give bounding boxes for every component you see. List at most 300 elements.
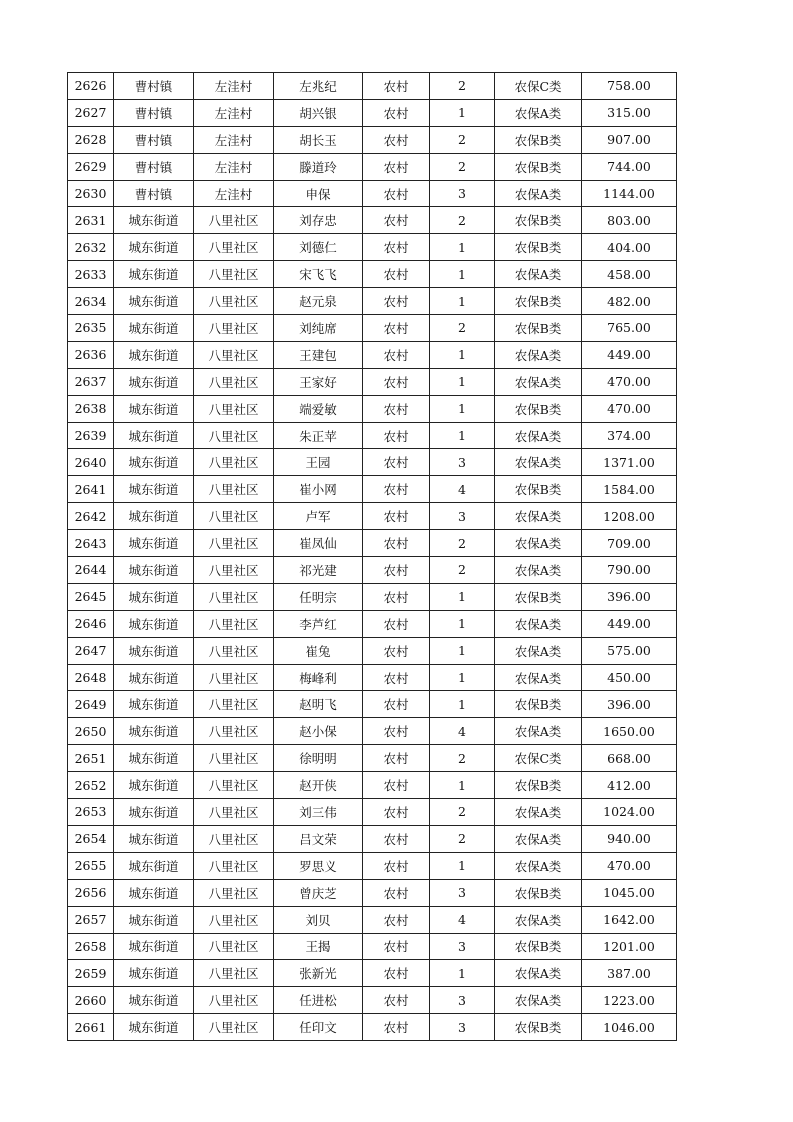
- area-type-cell: 农村: [363, 772, 430, 799]
- village-cell: 八里社区: [194, 368, 274, 395]
- village-cell: 八里社区: [194, 476, 274, 503]
- household-count-cell: 3: [430, 449, 495, 476]
- amount-cell: 1208.00: [582, 503, 677, 530]
- area-type-cell: 农村: [363, 557, 430, 584]
- household-count-cell: 4: [430, 718, 495, 745]
- serial-cell: 2640: [68, 449, 114, 476]
- area-type-cell: 农村: [363, 610, 430, 637]
- serial-cell: 2658: [68, 933, 114, 960]
- amount-cell: 575.00: [582, 637, 677, 664]
- town-cell: 曹村镇: [114, 99, 194, 126]
- serial-cell: 2636: [68, 341, 114, 368]
- town-cell: 城东街道: [114, 906, 194, 933]
- amount-cell: 1046.00: [582, 1014, 677, 1041]
- name-cell: 滕道玲: [274, 153, 363, 180]
- amount-cell: 668.00: [582, 745, 677, 772]
- serial-cell: 2626: [68, 73, 114, 100]
- table-row: [68, 825, 677, 852]
- name-cell: 刘贝: [274, 906, 363, 933]
- village-cell: 八里社区: [194, 772, 274, 799]
- village-cell: 八里社区: [194, 691, 274, 718]
- amount-cell: 396.00: [582, 691, 677, 718]
- household-count-cell: 3: [430, 879, 495, 906]
- name-cell: 崔兔: [274, 637, 363, 664]
- household-count-cell: 1: [430, 288, 495, 315]
- town-cell: 城东街道: [114, 315, 194, 342]
- household-count-cell: 1: [430, 341, 495, 368]
- amount-cell: 709.00: [582, 530, 677, 557]
- amount-cell: 449.00: [582, 610, 677, 637]
- household-count-cell: 2: [430, 315, 495, 342]
- area-type-cell: 农村: [363, 1014, 430, 1041]
- village-cell: 八里社区: [194, 799, 274, 826]
- town-cell: 城东街道: [114, 422, 194, 449]
- category-cell: 农保B类: [495, 691, 582, 718]
- serial-cell: 2630: [68, 180, 114, 207]
- serial-cell: 2647: [68, 637, 114, 664]
- household-count-cell: 1: [430, 637, 495, 664]
- village-cell: 八里社区: [194, 906, 274, 933]
- area-type-cell: 农村: [363, 879, 430, 906]
- amount-cell: 1223.00: [582, 987, 677, 1014]
- serial-cell: 2631: [68, 207, 114, 234]
- amount-cell: 470.00: [582, 395, 677, 422]
- town-cell: 城东街道: [114, 799, 194, 826]
- name-cell: 朱正苹: [274, 422, 363, 449]
- amount-cell: 315.00: [582, 99, 677, 126]
- area-type-cell: 农村: [363, 503, 430, 530]
- village-cell: 八里社区: [194, 503, 274, 530]
- category-cell: 农保B类: [495, 1014, 582, 1041]
- table-row: [68, 449, 677, 476]
- category-cell: 农保A类: [495, 180, 582, 207]
- amount-cell: 1650.00: [582, 718, 677, 745]
- town-cell: 城东街道: [114, 718, 194, 745]
- serial-cell: 2653: [68, 799, 114, 826]
- amount-cell: 470.00: [582, 368, 677, 395]
- table-row: [68, 610, 677, 637]
- amount-cell: 744.00: [582, 153, 677, 180]
- amount-cell: 1024.00: [582, 799, 677, 826]
- town-cell: 城东街道: [114, 395, 194, 422]
- table-row: [68, 261, 677, 288]
- name-cell: 卢军: [274, 503, 363, 530]
- table-row: [68, 557, 677, 584]
- serial-cell: 2637: [68, 368, 114, 395]
- name-cell: 王揭: [274, 933, 363, 960]
- name-cell: 王园: [274, 449, 363, 476]
- serial-cell: 2628: [68, 126, 114, 153]
- household-count-cell: 1: [430, 852, 495, 879]
- town-cell: 城东街道: [114, 288, 194, 315]
- household-count-cell: 1: [430, 261, 495, 288]
- category-cell: 农保B类: [495, 153, 582, 180]
- amount-cell: 374.00: [582, 422, 677, 449]
- name-cell: 王家好: [274, 368, 363, 395]
- household-count-cell: 3: [430, 180, 495, 207]
- household-count-cell: 1: [430, 664, 495, 691]
- table-row: [68, 341, 677, 368]
- village-cell: 左洼村: [194, 126, 274, 153]
- area-type-cell: 农村: [363, 368, 430, 395]
- name-cell: 李芦红: [274, 610, 363, 637]
- name-cell: 崔小网: [274, 476, 363, 503]
- town-cell: 城东街道: [114, 557, 194, 584]
- area-type-cell: 农村: [363, 99, 430, 126]
- amount-cell: 1642.00: [582, 906, 677, 933]
- category-cell: 农保A类: [495, 610, 582, 637]
- area-type-cell: 农村: [363, 852, 430, 879]
- table-row: [68, 207, 677, 234]
- household-count-cell: 1: [430, 691, 495, 718]
- town-cell: 城东街道: [114, 261, 194, 288]
- village-cell: 八里社区: [194, 718, 274, 745]
- village-cell: 八里社区: [194, 288, 274, 315]
- category-cell: 农保A类: [495, 664, 582, 691]
- table-row: [68, 422, 677, 449]
- category-cell: 农保B类: [495, 933, 582, 960]
- serial-cell: 2645: [68, 583, 114, 610]
- table-row: [68, 126, 677, 153]
- amount-cell: 1371.00: [582, 449, 677, 476]
- town-cell: 曹村镇: [114, 153, 194, 180]
- serial-cell: 2648: [68, 664, 114, 691]
- name-cell: 吕文荣: [274, 825, 363, 852]
- area-type-cell: 农村: [363, 933, 430, 960]
- village-cell: 八里社区: [194, 422, 274, 449]
- area-type-cell: 农村: [363, 530, 430, 557]
- amount-cell: 470.00: [582, 852, 677, 879]
- household-count-cell: 2: [430, 73, 495, 100]
- name-cell: 刘存忠: [274, 207, 363, 234]
- category-cell: 农保B类: [495, 288, 582, 315]
- category-cell: 农保A类: [495, 557, 582, 584]
- serial-cell: 2632: [68, 234, 114, 261]
- area-type-cell: 农村: [363, 960, 430, 987]
- town-cell: 曹村镇: [114, 180, 194, 207]
- area-type-cell: 农村: [363, 315, 430, 342]
- serial-cell: 2659: [68, 960, 114, 987]
- category-cell: 农保B类: [495, 207, 582, 234]
- table-row: [68, 503, 677, 530]
- village-cell: 八里社区: [194, 933, 274, 960]
- household-count-cell: 2: [430, 126, 495, 153]
- name-cell: 宋飞飞: [274, 261, 363, 288]
- table-row: [68, 879, 677, 906]
- amount-cell: 758.00: [582, 73, 677, 100]
- category-cell: 农保A类: [495, 799, 582, 826]
- town-cell: 城东街道: [114, 933, 194, 960]
- village-cell: 左洼村: [194, 99, 274, 126]
- village-cell: 八里社区: [194, 664, 274, 691]
- name-cell: 刘德仁: [274, 234, 363, 261]
- name-cell: 左兆纪: [274, 73, 363, 100]
- village-cell: 八里社区: [194, 261, 274, 288]
- table-body: [68, 73, 677, 1041]
- serial-cell: 2641: [68, 476, 114, 503]
- village-cell: 八里社区: [194, 341, 274, 368]
- amount-cell: 790.00: [582, 557, 677, 584]
- village-cell: 八里社区: [194, 207, 274, 234]
- village-cell: 八里社区: [194, 395, 274, 422]
- table-row: [68, 799, 677, 826]
- area-type-cell: 农村: [363, 73, 430, 100]
- household-count-cell: 2: [430, 153, 495, 180]
- table-row: [68, 583, 677, 610]
- table-row: [68, 153, 677, 180]
- town-cell: 曹村镇: [114, 73, 194, 100]
- table-row: [68, 73, 677, 100]
- area-type-cell: 农村: [363, 341, 430, 368]
- serial-cell: 2634: [68, 288, 114, 315]
- amount-cell: 1144.00: [582, 180, 677, 207]
- household-count-cell: 1: [430, 395, 495, 422]
- town-cell: 城东街道: [114, 987, 194, 1014]
- table-row: [68, 234, 677, 261]
- village-cell: 八里社区: [194, 637, 274, 664]
- table-row: [68, 530, 677, 557]
- serial-cell: 2633: [68, 261, 114, 288]
- town-cell: 城东街道: [114, 1014, 194, 1041]
- town-cell: 城东街道: [114, 583, 194, 610]
- area-type-cell: 农村: [363, 234, 430, 261]
- category-cell: 农保A类: [495, 530, 582, 557]
- village-cell: 八里社区: [194, 234, 274, 261]
- area-type-cell: 农村: [363, 207, 430, 234]
- name-cell: 梅峰利: [274, 664, 363, 691]
- category-cell: 农保C类: [495, 73, 582, 100]
- serial-cell: 2649: [68, 691, 114, 718]
- area-type-cell: 农村: [363, 180, 430, 207]
- town-cell: 城东街道: [114, 772, 194, 799]
- household-count-cell: 1: [430, 234, 495, 261]
- category-cell: 农保A类: [495, 503, 582, 530]
- household-count-cell: 1: [430, 422, 495, 449]
- name-cell: 任明宗: [274, 583, 363, 610]
- household-count-cell: 2: [430, 745, 495, 772]
- area-type-cell: 农村: [363, 799, 430, 826]
- amount-cell: 1584.00: [582, 476, 677, 503]
- town-cell: 城东街道: [114, 825, 194, 852]
- table-row: [68, 960, 677, 987]
- area-type-cell: 农村: [363, 449, 430, 476]
- area-type-cell: 农村: [363, 745, 430, 772]
- household-count-cell: 2: [430, 530, 495, 557]
- town-cell: 城东街道: [114, 234, 194, 261]
- category-cell: 农保A类: [495, 718, 582, 745]
- category-cell: 农保B类: [495, 395, 582, 422]
- village-cell: 八里社区: [194, 879, 274, 906]
- serial-cell: 2639: [68, 422, 114, 449]
- amount-cell: 765.00: [582, 315, 677, 342]
- town-cell: 城东街道: [114, 207, 194, 234]
- category-cell: 农保A类: [495, 261, 582, 288]
- town-cell: 城东街道: [114, 664, 194, 691]
- household-count-cell: 1: [430, 610, 495, 637]
- area-type-cell: 农村: [363, 987, 430, 1014]
- serial-cell: 2655: [68, 852, 114, 879]
- village-cell: 八里社区: [194, 530, 274, 557]
- serial-cell: 2652: [68, 772, 114, 799]
- household-count-cell: 2: [430, 825, 495, 852]
- household-count-cell: 3: [430, 1014, 495, 1041]
- household-count-cell: 2: [430, 207, 495, 234]
- village-cell: 八里社区: [194, 583, 274, 610]
- village-cell: 八里社区: [194, 852, 274, 879]
- amount-cell: 803.00: [582, 207, 677, 234]
- name-cell: 赵元泉: [274, 288, 363, 315]
- town-cell: 城东街道: [114, 960, 194, 987]
- village-cell: 八里社区: [194, 745, 274, 772]
- village-cell: 左洼村: [194, 73, 274, 100]
- household-count-cell: 3: [430, 503, 495, 530]
- category-cell: 农保B类: [495, 583, 582, 610]
- table-row: [68, 987, 677, 1014]
- table-row: [68, 691, 677, 718]
- town-cell: 城东街道: [114, 637, 194, 664]
- name-cell: 张新光: [274, 960, 363, 987]
- table-row: [68, 745, 677, 772]
- category-cell: 农保A类: [495, 422, 582, 449]
- category-cell: 农保B类: [495, 772, 582, 799]
- serial-cell: 2661: [68, 1014, 114, 1041]
- category-cell: 农保A类: [495, 852, 582, 879]
- amount-cell: 449.00: [582, 341, 677, 368]
- household-count-cell: 3: [430, 987, 495, 1014]
- area-type-cell: 农村: [363, 422, 430, 449]
- table-row: [68, 288, 677, 315]
- town-cell: 城东街道: [114, 745, 194, 772]
- household-count-cell: 2: [430, 557, 495, 584]
- household-count-cell: 1: [430, 772, 495, 799]
- serial-cell: 2643: [68, 530, 114, 557]
- serial-cell: 2656: [68, 879, 114, 906]
- amount-cell: 404.00: [582, 234, 677, 261]
- category-cell: 农保A类: [495, 825, 582, 852]
- category-cell: 农保A类: [495, 449, 582, 476]
- category-cell: 农保A类: [495, 341, 582, 368]
- area-type-cell: 农村: [363, 906, 430, 933]
- area-type-cell: 农村: [363, 691, 430, 718]
- serial-cell: 2651: [68, 745, 114, 772]
- household-count-cell: 1: [430, 583, 495, 610]
- household-count-cell: 1: [430, 960, 495, 987]
- category-cell: 农保B类: [495, 476, 582, 503]
- town-cell: 城东街道: [114, 610, 194, 637]
- table-row: [68, 933, 677, 960]
- table-row: [68, 772, 677, 799]
- town-cell: 曹村镇: [114, 126, 194, 153]
- serial-cell: 2642: [68, 503, 114, 530]
- area-type-cell: 农村: [363, 825, 430, 852]
- category-cell: 农保A类: [495, 906, 582, 933]
- name-cell: 刘三伟: [274, 799, 363, 826]
- name-cell: 任印文: [274, 1014, 363, 1041]
- table-row: [68, 99, 677, 126]
- category-cell: 农保C类: [495, 745, 582, 772]
- serial-cell: 2660: [68, 987, 114, 1014]
- town-cell: 城东街道: [114, 341, 194, 368]
- village-cell: 八里社区: [194, 610, 274, 637]
- village-cell: 八里社区: [194, 987, 274, 1014]
- amount-cell: 412.00: [582, 772, 677, 799]
- category-cell: 农保A类: [495, 987, 582, 1014]
- category-cell: 农保A类: [495, 368, 582, 395]
- category-cell: 农保A类: [495, 960, 582, 987]
- town-cell: 城东街道: [114, 691, 194, 718]
- table-row: [68, 852, 677, 879]
- category-cell: 农保A类: [495, 99, 582, 126]
- village-cell: 左洼村: [194, 153, 274, 180]
- amount-cell: 387.00: [582, 960, 677, 987]
- amount-cell: 482.00: [582, 288, 677, 315]
- area-type-cell: 农村: [363, 395, 430, 422]
- area-type-cell: 农村: [363, 637, 430, 664]
- amount-cell: 1201.00: [582, 933, 677, 960]
- name-cell: 赵开侠: [274, 772, 363, 799]
- category-cell: 农保B类: [495, 315, 582, 342]
- household-count-cell: 4: [430, 906, 495, 933]
- serial-cell: 2657: [68, 906, 114, 933]
- household-count-cell: 4: [430, 476, 495, 503]
- amount-cell: 458.00: [582, 261, 677, 288]
- records-table: [67, 72, 677, 1041]
- area-type-cell: 农村: [363, 153, 430, 180]
- town-cell: 城东街道: [114, 368, 194, 395]
- household-count-cell: 3: [430, 933, 495, 960]
- town-cell: 城东街道: [114, 449, 194, 476]
- amount-cell: 396.00: [582, 583, 677, 610]
- area-type-cell: 农村: [363, 126, 430, 153]
- name-cell: 祁光建: [274, 557, 363, 584]
- village-cell: 八里社区: [194, 315, 274, 342]
- table-row: [68, 180, 677, 207]
- town-cell: 城东街道: [114, 879, 194, 906]
- name-cell: 王建包: [274, 341, 363, 368]
- area-type-cell: 农村: [363, 476, 430, 503]
- village-cell: 八里社区: [194, 449, 274, 476]
- name-cell: 徐明明: [274, 745, 363, 772]
- category-cell: 农保B类: [495, 126, 582, 153]
- town-cell: 城东街道: [114, 476, 194, 503]
- table-row: [68, 906, 677, 933]
- area-type-cell: 农村: [363, 718, 430, 745]
- village-cell: 八里社区: [194, 825, 274, 852]
- amount-cell: 1045.00: [582, 879, 677, 906]
- table-row: [68, 1014, 677, 1041]
- town-cell: 城东街道: [114, 530, 194, 557]
- household-count-cell: 1: [430, 99, 495, 126]
- table-row: [68, 368, 677, 395]
- table-row: [68, 718, 677, 745]
- category-cell: 农保B类: [495, 879, 582, 906]
- serial-cell: 2638: [68, 395, 114, 422]
- village-cell: 八里社区: [194, 1014, 274, 1041]
- serial-cell: 2644: [68, 557, 114, 584]
- serial-cell: 2650: [68, 718, 114, 745]
- amount-cell: 907.00: [582, 126, 677, 153]
- area-type-cell: 农村: [363, 261, 430, 288]
- amount-cell: 940.00: [582, 825, 677, 852]
- name-cell: 胡长玉: [274, 126, 363, 153]
- name-cell: 赵明飞: [274, 691, 363, 718]
- name-cell: 任进松: [274, 987, 363, 1014]
- household-count-cell: 1: [430, 368, 495, 395]
- village-cell: 左洼村: [194, 180, 274, 207]
- area-type-cell: 农村: [363, 664, 430, 691]
- village-cell: 八里社区: [194, 960, 274, 987]
- name-cell: 崔凤仙: [274, 530, 363, 557]
